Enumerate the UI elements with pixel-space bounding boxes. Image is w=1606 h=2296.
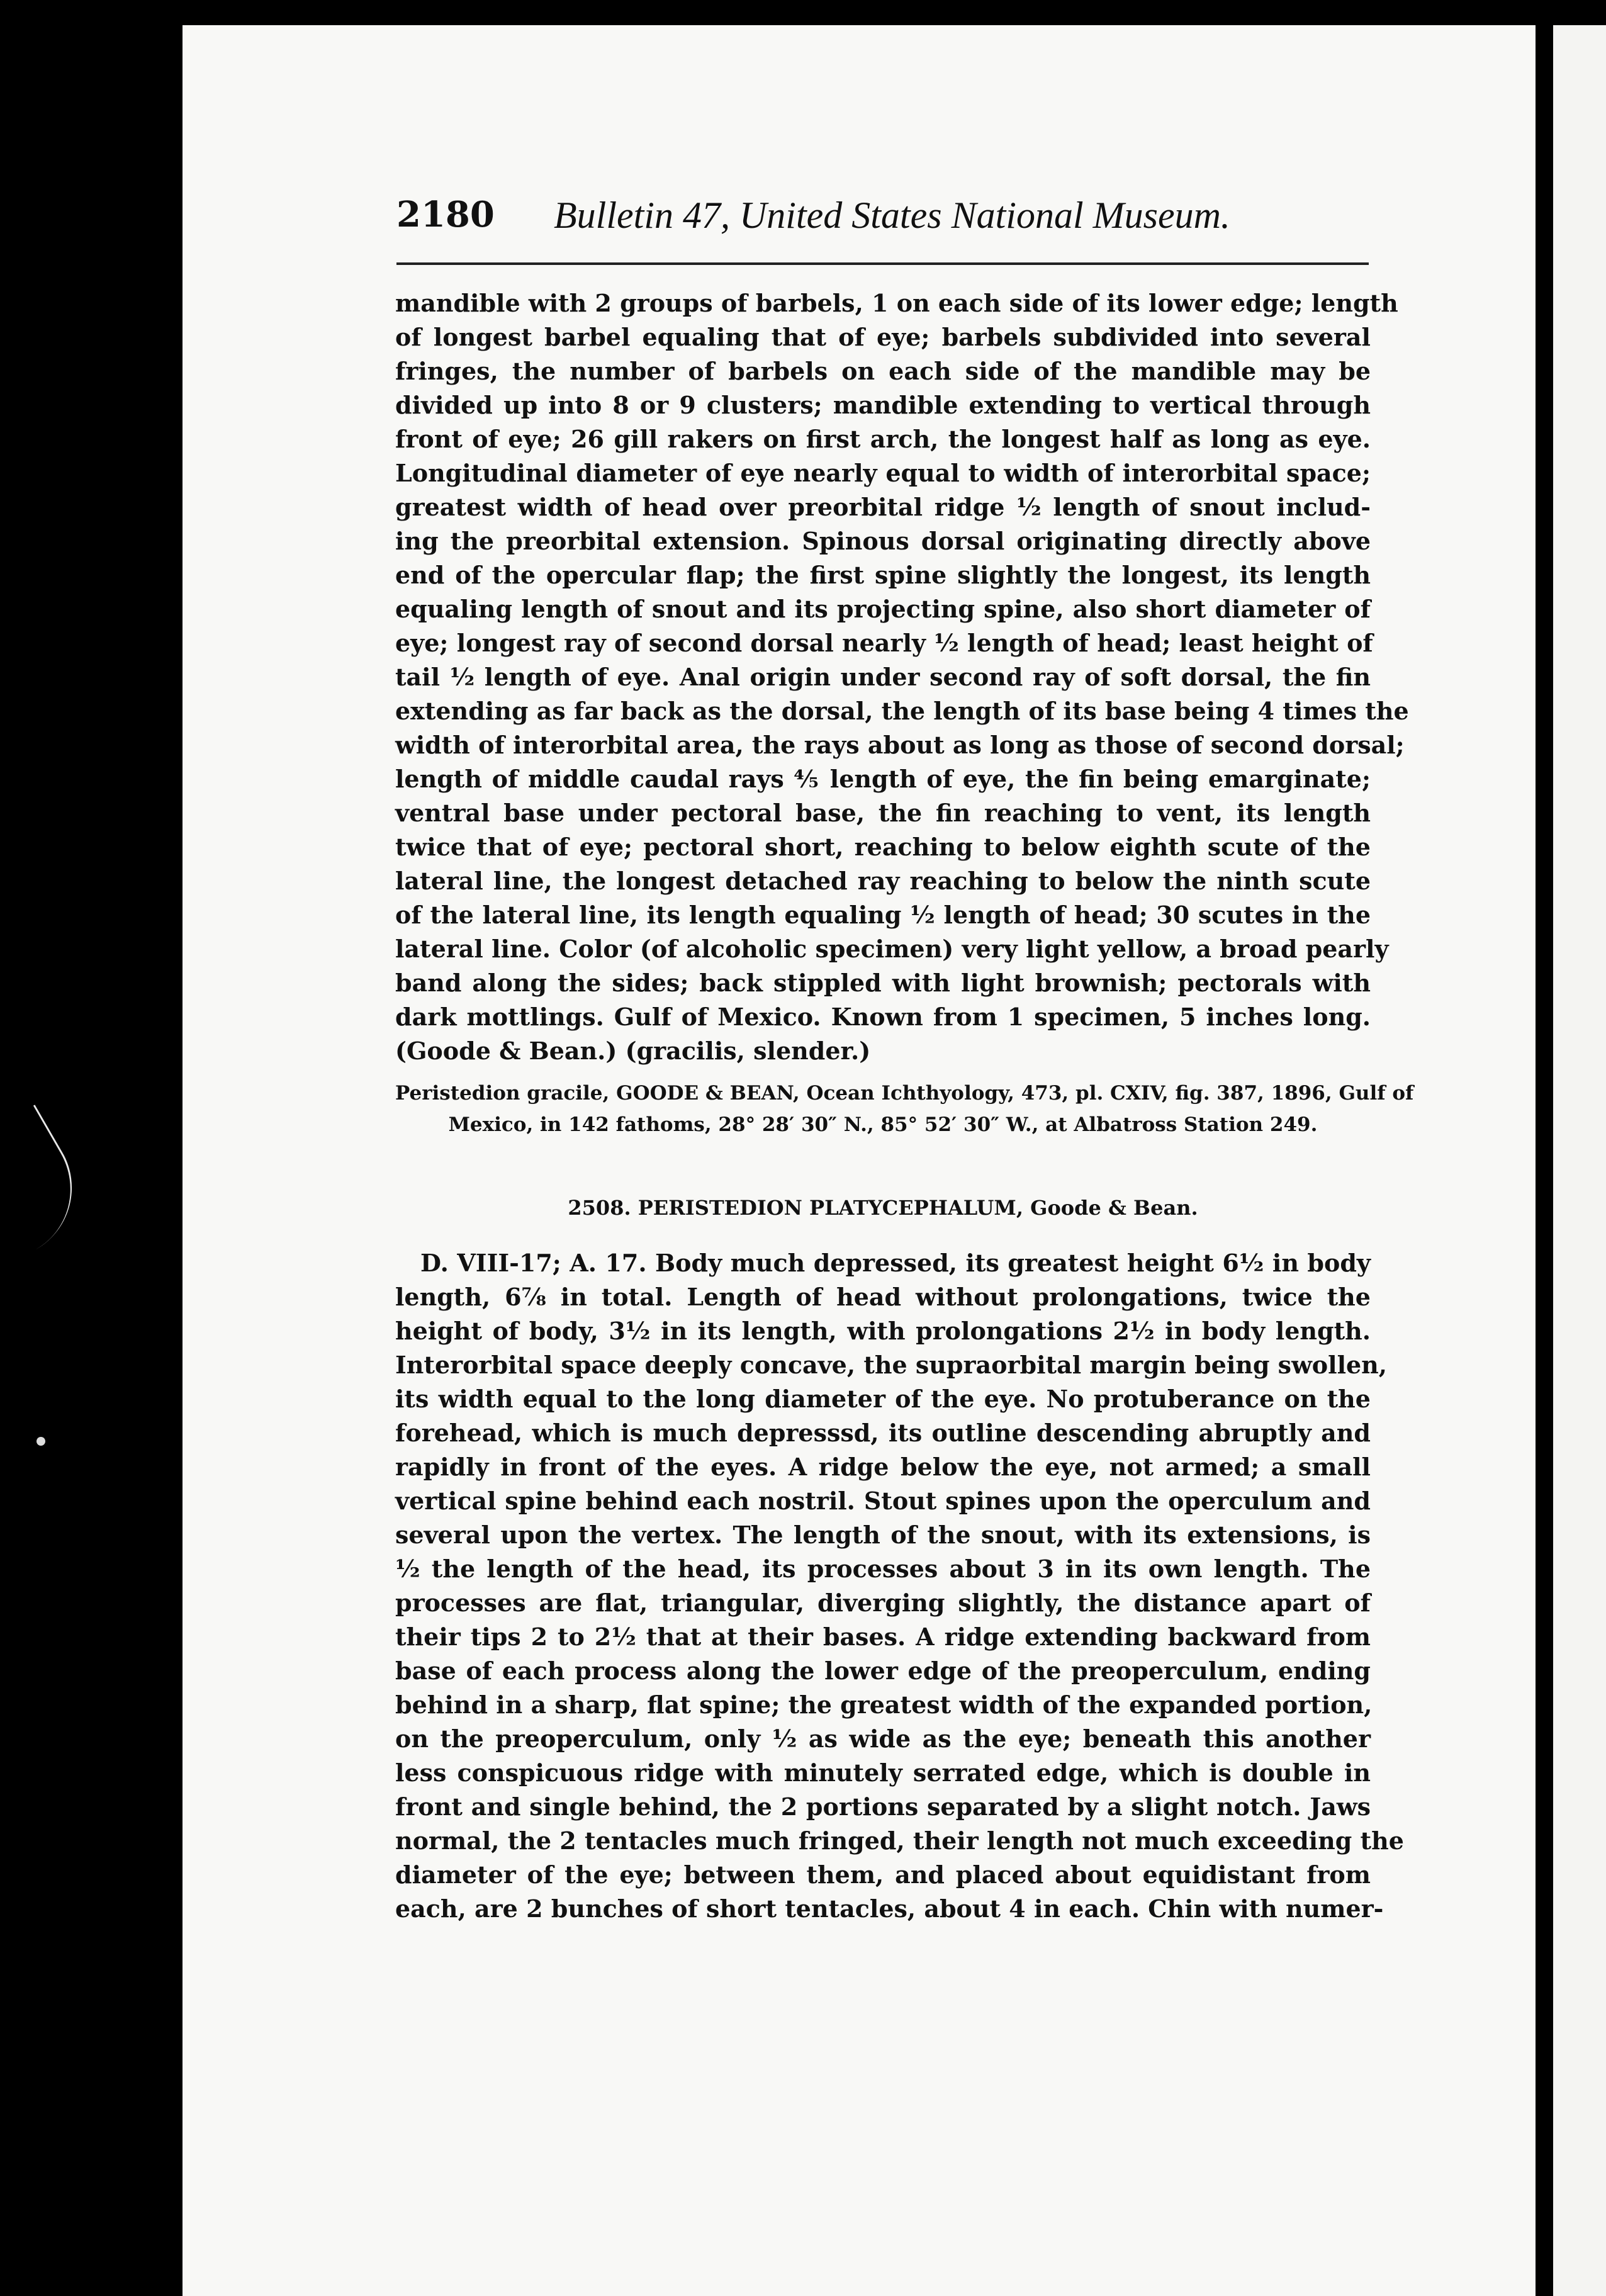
species-description [395, 1246, 1404, 1926]
text-line: extending as far back as the dorsal, the length of its base being 4 times the [395, 697, 1409, 725]
text-line: base of each process along the lower edge of the preoperculum, ending [395, 1657, 1371, 1685]
text-line: less conspicuous ridge with minutely serrated edge, which is double in [395, 1759, 1371, 1787]
text-line: mandible with 2 groups of barbels, 1 on each side of its lower edge; length [395, 289, 1398, 317]
scan-dot-mark [36, 1437, 45, 1446]
text-line: vertical spine behind each nostril. Stout spines upon the operculum and [395, 1487, 1371, 1515]
running-head [396, 189, 1388, 239]
reference-line: Peristedion gracile, GOODE & BEAN, Ocean Ichthyology, 473, pl. CXIV, fig. 387, 1896, Gulf of [395, 1082, 1414, 1105]
text-line: rapidly in front of the eyes. A ridge below the eye, not armed; a small [395, 1453, 1371, 1481]
header-rule [396, 262, 1369, 265]
text-line: each, are 2 bunches of short tentacles, about 4 in each. Chin with numer- [395, 1894, 1384, 1923]
reference-line: Mexico, in 142 fathoms, 28° 28′ 30″ N., 85° 52′ 30″ W., at Albatross Station 249. [448, 1113, 1318, 1136]
text-line: on the preoperculum, only ½ as wide as the eye; beneath this another [395, 1725, 1371, 1753]
text-line: of longest barbel equaling that of eye; barbels subdivided into several [395, 323, 1371, 351]
text-line: Interorbital space deeply concave, the supraorbital margin being swollen, [395, 1351, 1388, 1379]
text-line: diameter of the eye; between them, and placed about equidistant from [395, 1860, 1371, 1889]
text-line: equaling length of snout and its projecting spine, also short diameter of [395, 595, 1371, 623]
text-line: normal, the 2 tentacles much fringed, their length not much exceeding the [395, 1826, 1404, 1855]
text-line: forehead, which is much depresssd, its outline descending abruptly and [395, 1419, 1371, 1447]
species-heading: 2508. PERISTEDION PLATYCEPHALUM, Goode & Bean. [568, 1196, 1198, 1220]
page-number: 2180 [396, 194, 495, 235]
scan-border-top [0, 0, 1606, 25]
text-line: fringes, the number of barbels on each side of the mandible may be [395, 357, 1371, 385]
text-line: twice that of eye; pectoral short, reaching to below eighth scute of the [395, 833, 1371, 861]
text-line: ventral base under pectoral base, the fin reaching to vent, its length [395, 799, 1371, 827]
text-line: D. VIII-17; A. 17. Body much depressed, its greatest height 6½ in body [420, 1249, 1371, 1277]
description-continued [395, 286, 1409, 1068]
text-line: lateral line. Color (of alcoholic specimen) very light yellow, a broad pearly [395, 935, 1389, 963]
text-line: tail ½ length of eye. Anal origin under second ray of soft dorsal, the fin [395, 663, 1371, 691]
text-line: front and single behind, the 2 portions separated by a slight notch. Jaws [395, 1792, 1371, 1821]
scan-border-left [0, 0, 182, 2296]
text-line: width of interorbital area, the rays about as long as those of second dorsal; [395, 731, 1405, 759]
text-line: processes are flat, triangular, diverging slightly, the distance apart of [395, 1589, 1371, 1617]
text-line: length of middle caudal rays ⅘ length of eye, the fin being emarginate; [395, 765, 1371, 793]
text-line: eye; longest ray of second dorsal nearly ½ length of head; least height of [395, 629, 1373, 657]
text-line: several upon the vertex. The length of the snout, with its extensions, is [395, 1521, 1371, 1549]
text-line: end of the opercular flap; the first spine slightly the longest, its length [395, 561, 1371, 589]
text-line: greatest width of head over preorbital ridge ½ length of snout includ- [395, 493, 1371, 521]
text-line: divided up into 8 or 9 clusters; mandible extending to vertical through [395, 391, 1371, 419]
text-line: its width equal to the long diameter of the eye. No protuberance on the [395, 1385, 1371, 1413]
text-line: ½ the length of the head, its processes about 3 in its own length. The [395, 1555, 1371, 1583]
text-line: height of body, 3½ in its length, with prolongations 2½ in body length. [395, 1317, 1371, 1345]
text-line: band along the sides; back stippled with light brownish; pectorals with [395, 969, 1371, 997]
text-line: of the lateral line, its length equaling ½ length of head; 30 scutes in the [395, 901, 1371, 929]
text-line: (Goode & Bean.) (gracilis, slender.) [395, 1037, 871, 1065]
text-line: front of eye; 26 gill rakers on first arch, the longest half as long as eye. [395, 425, 1371, 453]
text-line: their tips 2 to 2½ that at their bases. A ridge extending backward from [395, 1623, 1371, 1651]
literature-reference [395, 1078, 1414, 1140]
text-line: Longitudinal diameter of eye nearly equal to width of interorbital space; [395, 459, 1371, 487]
text-line: dark mottlings. Gulf of Mexico. Known from 1 specimen, 5 inches long. [395, 1003, 1371, 1031]
text-line: behind in a sharp, flat spine; the greatest width of the expanded portion, [395, 1691, 1373, 1719]
text-line: ing the preorbital extension. Spinous dorsal originating directly above [395, 527, 1371, 555]
scan-edge-mark [0, 1105, 98, 1249]
running-title: Bulletin 47, United States National Museum. [554, 194, 1230, 236]
text-line: lateral line, the longest detached ray reaching to below the ninth scute [395, 867, 1371, 895]
next-page-edge [1553, 25, 1606, 2296]
text-line: length, 6⅞ in total. Length of head without prolongations, twice the [395, 1283, 1371, 1311]
